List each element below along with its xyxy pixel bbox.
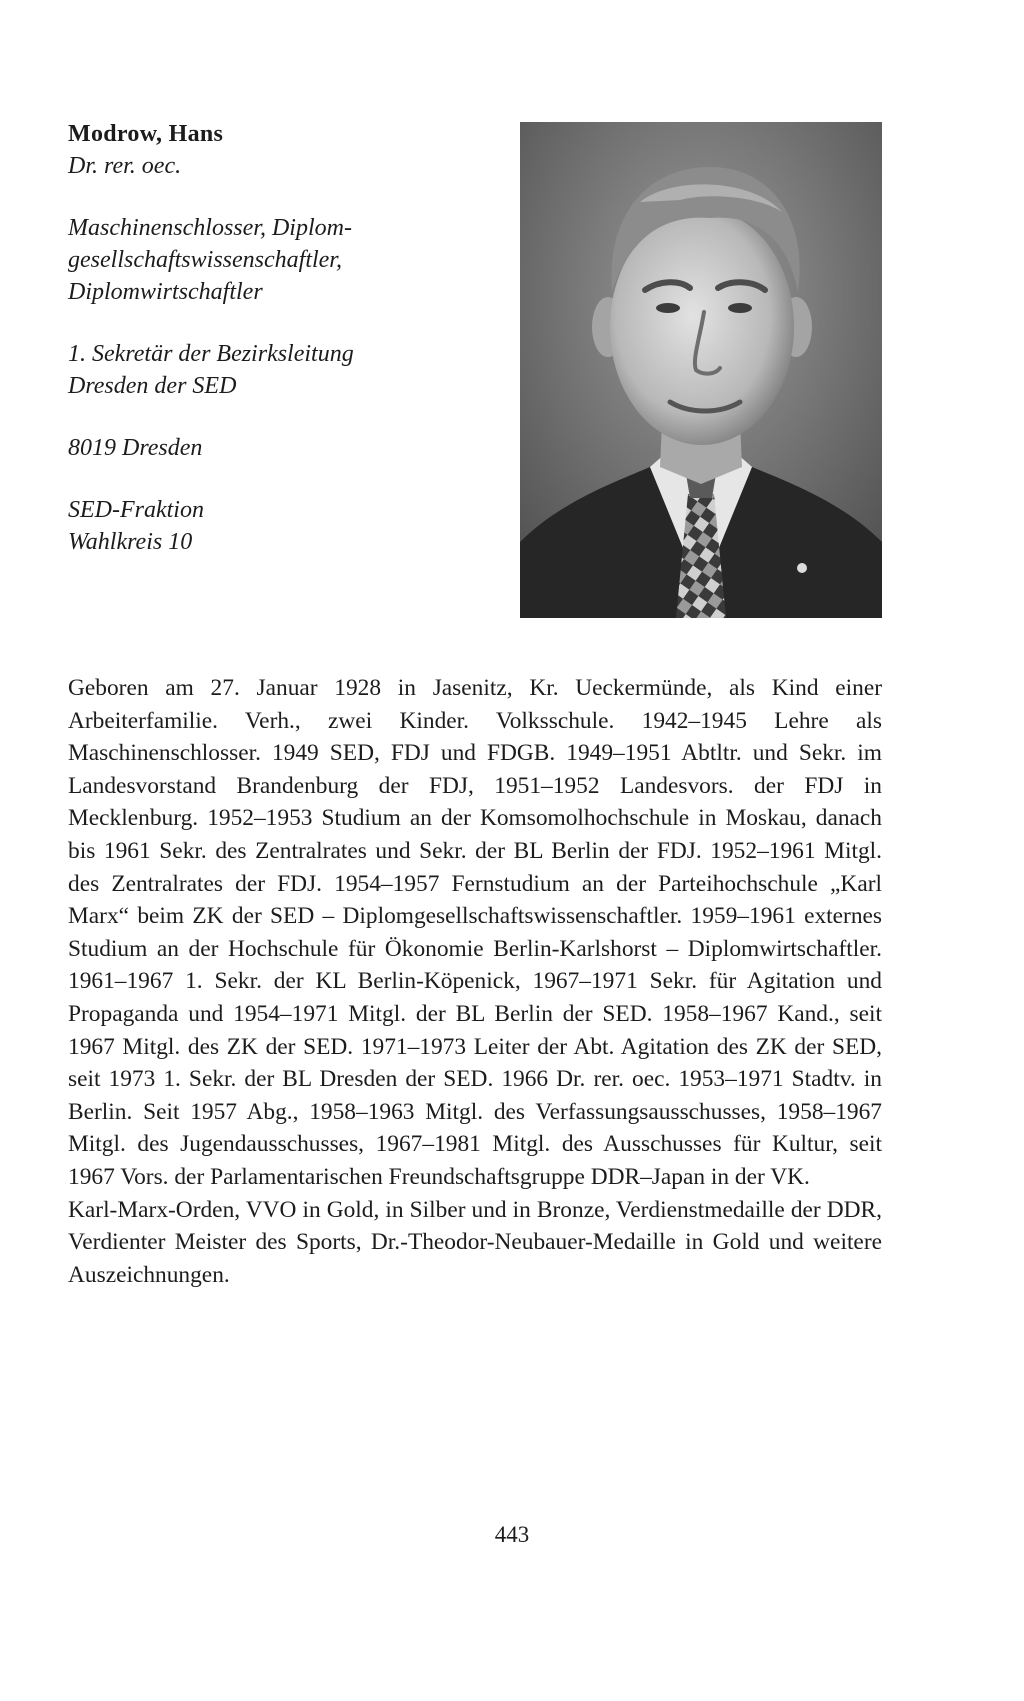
profession-line: Maschinenschlosser, Diplom- (68, 215, 352, 241)
position-line: Dresden der SED (68, 373, 237, 399)
address: 8019 Dresden (68, 435, 203, 461)
academic-title: Dr. rer. oec. (68, 153, 182, 179)
biography-paragraph: Geboren am 27. Januar 1928 in Jasenitz, Kr. Ueckermünde, als Kind einer Arbeiterfamilie. Verh., zwei Kinder. Volksschule. 1942–1945 Lehre als Maschinenschlosser. 1949 SED, FDJ und FDGB. 1949–1951 Abtltr. und Sekr. im Landesvorstand Brandenburg der FDJ, 1951–1952 Landesvors. der FDJ in Mecklenburg. 1952–1953 Studium an der Komsomolhochschule in Moskau, danach bis 1961 Sekr. des Zentralrates und Sekr. der BL Berlin der FDJ. 1952–1961 Mitgl. des Zentralrates der FDJ. 1954–1957 Fernstudium an der Parteihochschule „Karl Marx“ beim ZK der SED – Diplomgesellschaftswissenschaftler. 1959–1961 externes Studium an der Hochschule für Ökonomie Berlin-Karlshorst – Diplomwirtschaftler. 1961–1967 1. Sekr. der KL Berlin-Köpenick, 1967–1971 Sekr. für Agitation und Propaganda und 1954–1971 Mitgl. der BL Berlin der SED. 1958–1967 Kand., seit 1967 Mitgl. des ZK der SED. 1971–1973 Leiter der Abt. Agitation des ZK der SED, seit 1973 1. Sekr. der BL Dresden der SED. 1966 Dr. rer. oec. 1953–1971 Stadtv. in Berlin. Seit 1957 Abg., 1958–1963 Mitgl. des Verfassungsausschusses, 1958–1967 Mitgl. des Jugendausschusses, 1967–1981 Mitgl. des Ausschusses für Kultur, seit 1967 Vors. der Parlamentarischen Freundschaftsgruppe DDR–Japan in der VK. (68, 675, 882, 1190)
entry-header (68, 118, 508, 558)
constituency: Wahlkreis 10 (68, 529, 193, 555)
person-name: Modrow, Hans (68, 121, 224, 147)
portrait-photo-icon (520, 122, 882, 618)
awards-paragraph: Karl-Marx-Orden, VVO in Gold, in Silber und in Bronze, Verdienstmedaille der DDR, Verdienter Meister des Sports, Dr.-Theodor-Neubauer-Medaille in Gold und weitere Auszeichnungen. (68, 1196, 882, 1288)
profession-line: gesellschaftswissenschaftler, (68, 247, 342, 273)
position-line: 1. Sekretär der Bezirksleitung (68, 341, 354, 367)
page-number: 443 (494, 1522, 530, 1547)
profession-line: Diplomwirtschaftler (68, 279, 263, 305)
biography (68, 672, 882, 1291)
fraction: SED-Fraktion (68, 497, 204, 523)
